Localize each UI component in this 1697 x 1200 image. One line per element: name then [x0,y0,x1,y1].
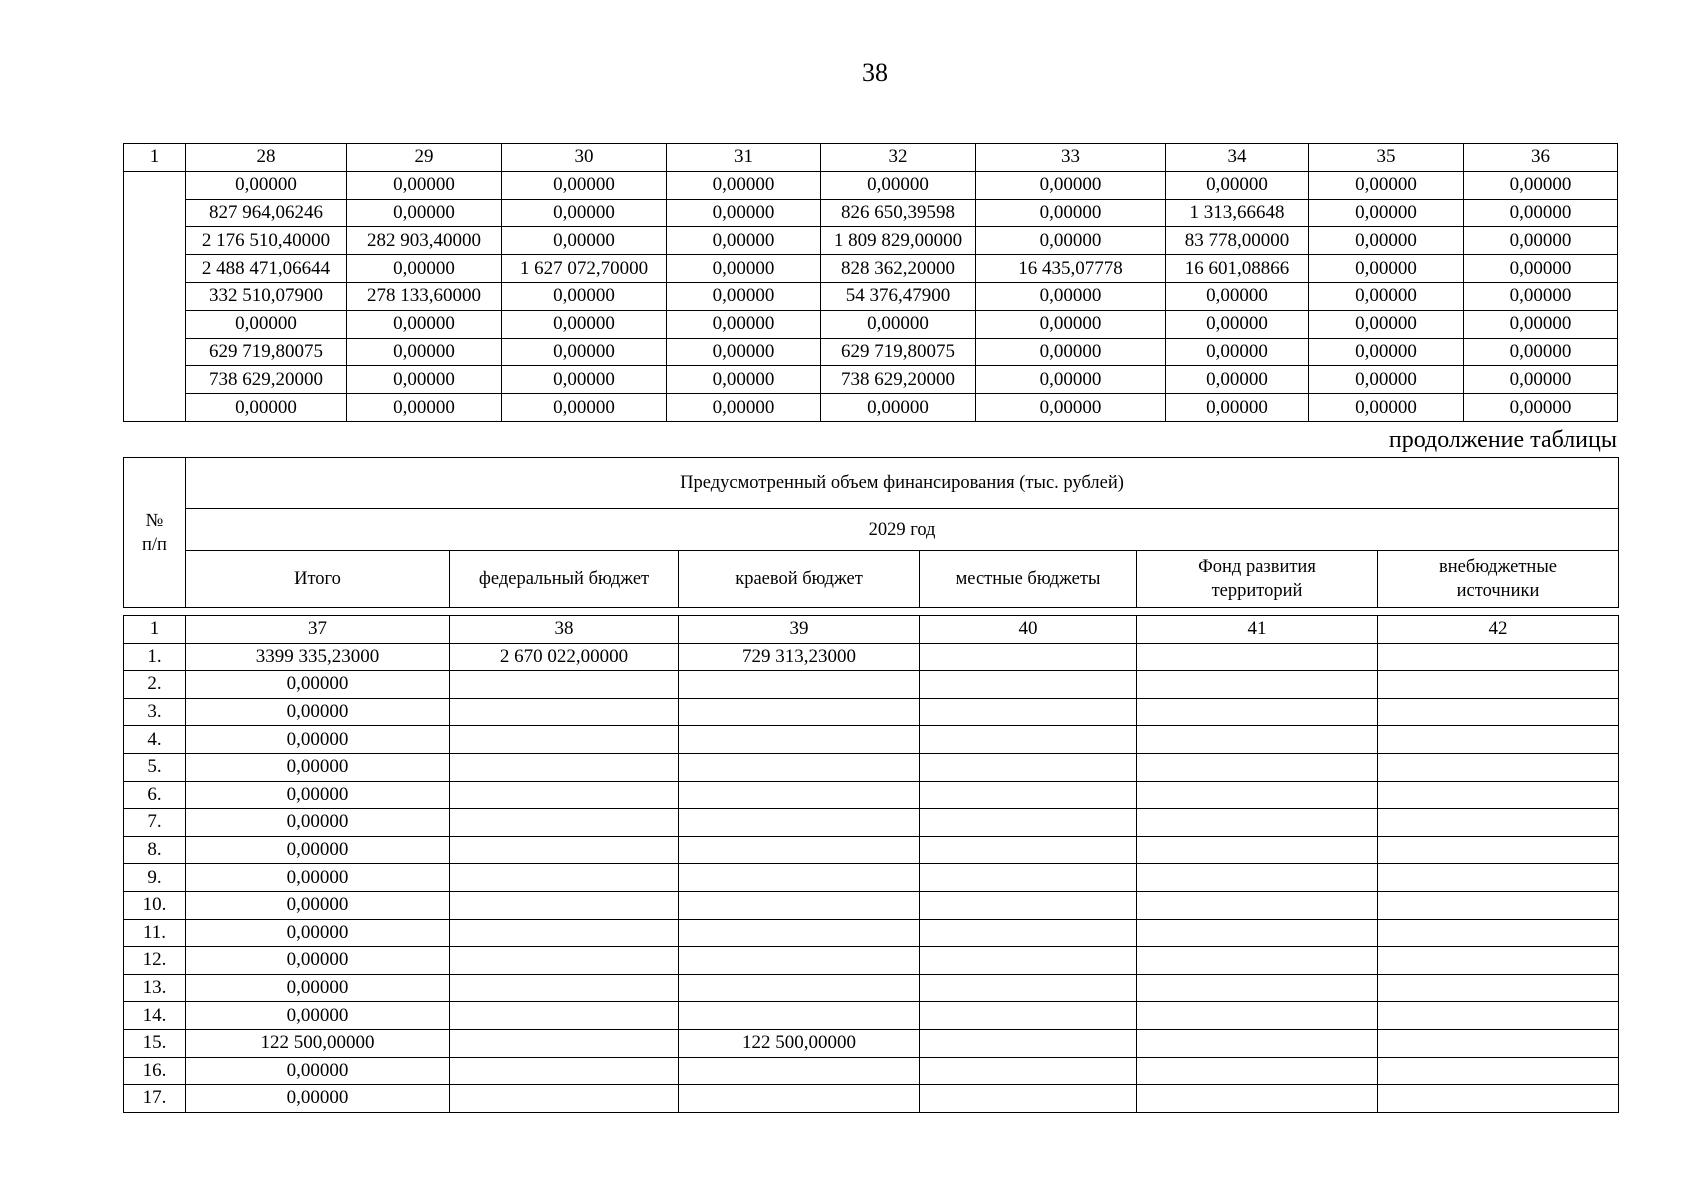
table-cell [1378,974,1619,1002]
table-cell [920,781,1137,809]
table-cell: 0,00000 [186,836,450,864]
table-cell: 0,00000 [186,919,450,947]
table-cell: 0,00000 [347,255,502,283]
continuation-label: продолжение таблицы [1388,427,1617,453]
table-cell [450,919,679,947]
column-number-cell: 31 [667,144,821,172]
table-row [124,1085,1619,1113]
table-cell [450,891,679,919]
table-cell: 0,00000 [502,394,667,422]
table-row [124,781,1619,809]
table-cell: 0,00000 [186,171,347,199]
row-number-cell: 1. [124,643,186,671]
column-number-cell: 32 [821,144,976,172]
table-cell: 729 313,23000 [679,643,920,671]
header-table [123,457,1619,608]
table-row [124,338,1618,366]
table-cell [920,891,1137,919]
column-header-extrabudgetary: внебюджетные источники [1378,551,1619,608]
table-cell [920,1002,1137,1030]
table-cell: 738 629,20000 [821,366,976,394]
row-number-cell: 12. [124,947,186,975]
table-cell: 0,00000 [186,1085,450,1113]
table-cell: 16 601,08866 [1166,255,1309,283]
column-number-cell: 42 [1378,616,1619,644]
column-header-local-budgets: местные бюджеты [920,551,1137,608]
table-cell: 0,00000 [186,809,450,837]
row-number-cell-empty [124,171,186,421]
row-number-cell: 13. [124,974,186,1002]
table-cell [679,974,920,1002]
table-cell: 122 500,00000 [679,1029,920,1057]
row-number-cell: 15. [124,1029,186,1057]
page-number: 38 [862,58,888,87]
table-row [124,753,1619,781]
table-cell [1137,671,1378,699]
table-cell: 332 510,07900 [186,282,347,310]
table-cell: 0,00000 [186,974,450,1002]
table-cell: 0,00000 [976,282,1166,310]
table-cell [1137,864,1378,892]
table-cell: 0,00000 [1464,338,1618,366]
row-number-cell: 2. [124,671,186,699]
table-cell [450,836,679,864]
column-number-cell: 37 [186,616,450,644]
table-cell [1137,974,1378,1002]
column-number-cell: 38 [450,616,679,644]
table-cell [920,726,1137,754]
column-number-cell: 29 [347,144,502,172]
table-cell [1137,891,1378,919]
row-number-cell: 10. [124,891,186,919]
table-cell: 0,00000 [667,338,821,366]
table-cell [920,643,1137,671]
table-row [124,643,1619,671]
table-cell [1378,947,1619,975]
table-cell: 0,00000 [186,781,450,809]
table-cell: 0,00000 [347,338,502,366]
table-cell [450,947,679,975]
table-row [124,671,1619,699]
column-number-cell: 35 [1309,144,1464,172]
table-cell: 0,00000 [821,171,976,199]
table-cell [1378,698,1619,726]
row-number-cell: 8. [124,836,186,864]
table-cell [679,1002,920,1030]
table-cell: 0,00000 [186,753,450,781]
table-cell [679,671,920,699]
table-row [124,1057,1619,1085]
table-cell [1137,1085,1378,1113]
row-number-cell: 7. [124,809,186,837]
table-cell [1378,1057,1619,1085]
table-cell [1378,809,1619,837]
table-row [124,891,1619,919]
table-cell: 0,00000 [186,1002,450,1030]
table-cell [679,809,920,837]
table-cell [450,974,679,1002]
row-number-cell: 9. [124,864,186,892]
table-cell [920,1085,1137,1113]
table-cell [450,698,679,726]
table-cell: 0,00000 [976,394,1166,422]
table-cell [920,809,1137,837]
table-cell [1378,919,1619,947]
table-cell [1378,671,1619,699]
table-cell [1137,698,1378,726]
table-row [124,974,1619,1002]
table-cell [920,753,1137,781]
table-cell: 1 313,66648 [1166,199,1309,227]
table-row [124,1029,1619,1057]
table-cell: 0,00000 [186,726,450,754]
table-cell: 0,00000 [502,338,667,366]
table-row [124,726,1619,754]
year-header: 2029 год [186,509,1619,551]
table-row [124,366,1618,394]
table-row [124,919,1619,947]
table-row [124,199,1618,227]
table-cell: 3399 335,23000 [186,643,450,671]
table-cell: 0,00000 [1309,199,1464,227]
table-cell [679,1085,920,1113]
table-cell: 0,00000 [667,199,821,227]
table-cell: 0,00000 [186,394,347,422]
table-cell [450,1085,679,1113]
table-cell: 0,00000 [347,394,502,422]
table-cell: 1 809 829,00000 [821,227,976,255]
table-cell [450,1002,679,1030]
table-cell [1378,781,1619,809]
table-cell: 0,00000 [1464,394,1618,422]
table-cell [1137,753,1378,781]
table-cell: 0,00000 [976,310,1166,338]
table-cell [1137,781,1378,809]
table-cell: 0,00000 [502,199,667,227]
table-cell: 16 435,07778 [976,255,1166,283]
table-cell: 0,00000 [1464,227,1618,255]
table-cell [1378,864,1619,892]
table-cell [1378,726,1619,754]
table-cell: 629 719,80075 [821,338,976,366]
table-cell: 0,00000 [667,171,821,199]
bottom-data-table [123,615,1619,1113]
table-cell [920,1057,1137,1085]
table-cell [1137,1057,1378,1085]
table-cell [920,947,1137,975]
column-header-territory-fund: Фонд развития территорий [1137,551,1378,608]
table-cell: 0,00000 [1166,394,1309,422]
row-number-cell: 3. [124,698,186,726]
table-cell [679,781,920,809]
row-number-cell: 6. [124,781,186,809]
table-row [124,809,1619,837]
table-cell [1137,726,1378,754]
column-number-cell: 1 [124,144,186,172]
row-number-header: № п/п [124,458,186,608]
table-cell [920,1029,1137,1057]
column-header-federal-budget: федеральный бюджет [450,551,679,608]
row-number-cell: 17. [124,1085,186,1113]
table-cell: 122 500,00000 [186,1029,450,1057]
table-cell: 0,00000 [186,947,450,975]
table-cell: 0,00000 [502,366,667,394]
table-cell: 0,00000 [347,366,502,394]
table-cell: 0,00000 [186,698,450,726]
table-cell [679,919,920,947]
row-number-cell: 16. [124,1057,186,1085]
table-cell: 0,00000 [1166,338,1309,366]
row-number-cell: 14. [124,1002,186,1030]
table-cell [450,809,679,837]
table-row [124,310,1618,338]
table-cell: 0,00000 [1309,394,1464,422]
table-row [124,864,1619,892]
table-header-row [124,144,1618,172]
table-cell: 0,00000 [502,171,667,199]
table-cell: 0,00000 [821,394,976,422]
table-cell: 0,00000 [347,310,502,338]
table-row [124,282,1618,310]
table-cell [679,864,920,892]
table-cell: 83 778,00000 [1166,227,1309,255]
table-cell: 0,00000 [1309,171,1464,199]
table-cell: 0,00000 [1309,310,1464,338]
table-cell [920,698,1137,726]
table-cell: 0,00000 [976,199,1166,227]
table-cell: 0,00000 [667,282,821,310]
column-number-cell: 1 [124,616,186,644]
table-cell [450,864,679,892]
table-cell: 0,00000 [1166,282,1309,310]
column-number-cell: 34 [1166,144,1309,172]
table-cell [1378,1085,1619,1113]
table-cell [1378,1002,1619,1030]
table-cell [1137,836,1378,864]
table-row [124,836,1619,864]
table-cell: 0,00000 [186,891,450,919]
table-cell [450,1057,679,1085]
table-cell [1378,836,1619,864]
table-cell [920,974,1137,1002]
table-cell [1378,643,1619,671]
table-cell: 0,00000 [667,227,821,255]
table-cell: 54 376,47900 [821,282,976,310]
table-cell [1137,809,1378,837]
table-cell: 0,00000 [1464,282,1618,310]
funding-volume-header: Предусмотренный объем финансирования (тыс. рублей) [186,458,1619,509]
table-cell [1137,919,1378,947]
table-cell [450,1029,679,1057]
table-cell [679,836,920,864]
table-cell [450,671,679,699]
table-cell: 0,00000 [821,310,976,338]
column-header-regional-budget: краевой бюджет [679,551,920,608]
table-header-row [124,616,1619,644]
table-cell [450,753,679,781]
table-cell: 0,00000 [186,1057,450,1085]
table-cell: 0,00000 [667,366,821,394]
table-cell: 0,00000 [186,864,450,892]
table-cell: 1 627 072,70000 [502,255,667,283]
table-cell [1378,891,1619,919]
table-cell: 0,00000 [186,310,347,338]
table-cell: 0,00000 [1309,366,1464,394]
table-cell: 0,00000 [1309,338,1464,366]
column-number-cell: 39 [679,616,920,644]
table-cell [1378,753,1619,781]
row-number-cell: 4. [124,726,186,754]
table-cell [679,947,920,975]
table-cell: 0,00000 [1309,255,1464,283]
table-cell: 0,00000 [1464,171,1618,199]
table-cell: 278 133,60000 [347,282,502,310]
table-row [124,1002,1619,1030]
column-number-cell: 41 [1137,616,1378,644]
table-cell: 2 176 510,40000 [186,227,347,255]
table-cell: 0,00000 [1464,310,1618,338]
table-cell [1137,643,1378,671]
table-cell [679,1057,920,1085]
table-row [124,171,1618,199]
table-row [124,394,1618,422]
table-cell: 0,00000 [502,227,667,255]
table-cell: 0,00000 [667,255,821,283]
table-cell: 0,00000 [347,171,502,199]
column-header-total: Итого [186,551,450,608]
table-cell: 0,00000 [976,366,1166,394]
table-cell: 0,00000 [667,394,821,422]
table-cell: 0,00000 [1166,366,1309,394]
column-number-cell: 30 [502,144,667,172]
table-cell [679,698,920,726]
table-cell: 0,00000 [347,199,502,227]
table-cell: 0,00000 [1309,227,1464,255]
table-cell [679,891,920,919]
table-cell: 0,00000 [1464,366,1618,394]
table-cell: 738 629,20000 [186,366,347,394]
table-cell: 629 719,80075 [186,338,347,366]
table-cell [920,671,1137,699]
table-row [124,947,1619,975]
table-cell: 0,00000 [186,671,450,699]
table-cell: 0,00000 [976,338,1166,366]
table-cell [1137,947,1378,975]
row-number-cell: 5. [124,753,186,781]
table-cell [920,919,1137,947]
table-cell: 0,00000 [976,227,1166,255]
table-row [124,698,1619,726]
table-row [124,227,1618,255]
column-number-cell: 40 [920,616,1137,644]
table-cell: 0,00000 [1309,282,1464,310]
table-cell: 0,00000 [667,310,821,338]
table-cell [679,726,920,754]
table-cell [920,864,1137,892]
table-cell [679,753,920,781]
column-number-cell: 28 [186,144,347,172]
table-cell: 0,00000 [1166,171,1309,199]
table-cell: 0,00000 [976,171,1166,199]
column-number-cell: 33 [976,144,1166,172]
table-cell: 826 650,39598 [821,199,976,227]
table-cell [1137,1029,1378,1057]
table-cell: 0,00000 [502,310,667,338]
table-row [124,255,1618,283]
row-number-cell: 11. [124,919,186,947]
column-number-cell: 36 [1464,144,1618,172]
table-cell [920,836,1137,864]
table-cell: 0,00000 [1166,310,1309,338]
table-cell: 828 362,20000 [821,255,976,283]
table-cell: 0,00000 [1464,255,1618,283]
table-cell [450,781,679,809]
table-cell: 282 903,40000 [347,227,502,255]
table-cell: 2 488 471,06644 [186,255,347,283]
table-cell [1378,1029,1619,1057]
table-cell [450,726,679,754]
table-cell: 2 670 022,00000 [450,643,679,671]
top-data-table [123,143,1618,422]
table-cell: 827 964,06246 [186,199,347,227]
table-cell [1137,1002,1378,1030]
table-cell: 0,00000 [502,282,667,310]
table-cell: 0,00000 [1464,199,1618,227]
